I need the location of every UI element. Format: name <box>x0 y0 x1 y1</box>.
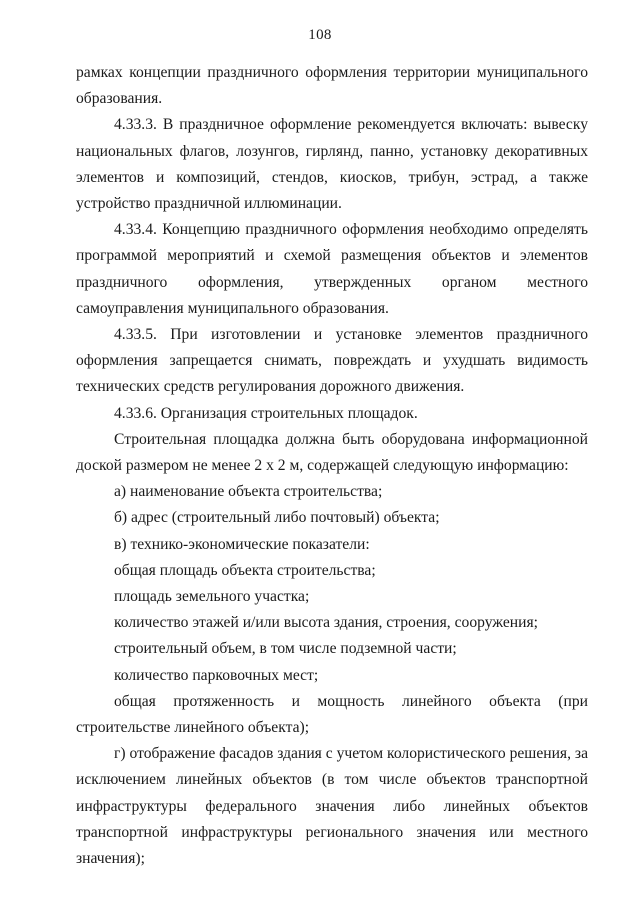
list-subitem-volume: строительный объем, в том числе подземной части; <box>114 640 457 658</box>
list-subitem-floors: количество этажей и/или высота здания, строения, сооружения; <box>114 614 538 632</box>
list-subitem-parking: количество парковочных мест; <box>114 666 319 684</box>
list-item-g: г) отображение фасадов здания с учетом колористического решения, за исключением линейных объектов (в том числе объектов транспортной инфраструктуры федерального значения либо линейных объектов транспортной инфраструктуры регионального значения или местного значения); <box>76 745 588 868</box>
paragraph-4-33-6-heading: 4.33.6. Организация строительных площадок. <box>114 404 418 422</box>
list-item-v: в) технико-экономические показатели: <box>114 535 370 553</box>
paragraph-4-33-4: 4.33.4. Концепцию праздничного оформления необходимо определять программой мероприятий и схемой размещения объектов и элементов праздничного оформления, утвержденных органом местного самоуправления муниципального образования. <box>76 221 588 317</box>
paragraph-info-board: Строительная площадка должна быть оборудована информационной доской размером не менее 2 х 2 м, содержащей следующую информацию: <box>76 430 588 475</box>
paragraph-4-33-3: 4.33.3. В праздничное оформление рекомендуется включать: вывеску национальных флагов, лозунгов, гирлянд, панно, установку декоративных элементов и композиций, стендов, киосков, трибун, эстрад, а также устройство праздничной иллюминации. <box>76 116 588 213</box>
page-number: 108 <box>308 27 332 43</box>
list-item-b: б) адрес (строительный либо почтовый) объекта; <box>114 509 440 527</box>
list-subitem-linear-object: общая протяженность и мощность линейного объекта (при строительстве линейного объекта); <box>76 692 588 737</box>
document-body <box>76 60 588 872</box>
list-subitem-land-area: площадь земельного участка; <box>114 588 310 606</box>
list-subitem-total-area: общая площадь объекта строительства; <box>114 561 376 579</box>
list-item-a: а) наименование объекта строительства; <box>114 483 383 501</box>
paragraph-4-33-5: 4.33.5. При изготовлении и установке элементов праздничного оформления запрещается снимать, повреждать и ухудшать видимость технических средств регулирования дорожного движения. <box>76 326 588 396</box>
paragraph-continuation: рамках концепции праздничного оформления территории муниципального образования. <box>76 64 588 108</box>
